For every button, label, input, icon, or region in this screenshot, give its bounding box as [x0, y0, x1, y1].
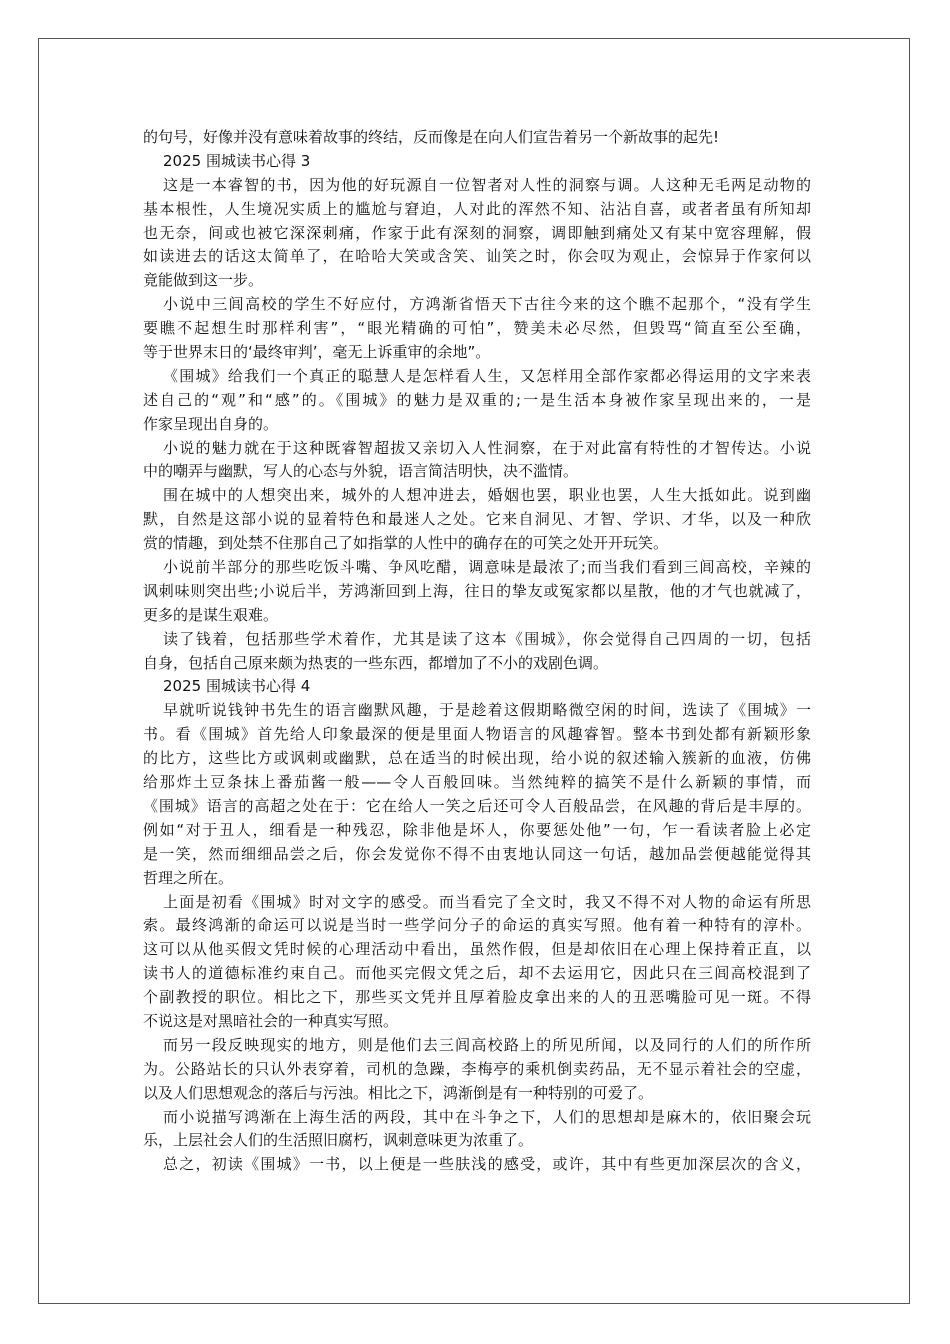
text-line: 这可以从他买假文凭时候的心理活动中看出，虽然作假，但是却依旧在心理上保持着正直，以 — [143, 940, 811, 959]
text-line: 竟能做到这一步。 — [143, 271, 264, 290]
text-line: 更多的是谋生艰难。 — [143, 605, 279, 624]
text-line: 不说这是对黑暗社会的一种真实写照。 — [143, 1011, 399, 1030]
text-line: 哲理之所在。 — [143, 868, 234, 887]
text-line: 索。最终鸿渐的命运可以说是当时一些学问分子的命运的真实写照。他有着一种特有的淳朴。 — [143, 916, 811, 935]
text-line: 的比方，这些比方或讽刺或幽默，总在适当的时候出现，给小说的叙述输入簇新的血液，仿佛 — [143, 749, 811, 768]
text-line: 读了钱着，包括那些学术着作，尤其是读了这本《围城》，你会觉得自己四周的一切，包括 — [163, 629, 811, 648]
text-line: 围在城中的人想突出来，城外的人想冲进去，婚姻也罢，职业也罢，人生大抵如此。说到幽 — [163, 486, 811, 505]
text-line: 小说中三闾高校的学生不好应付，方鸿渐省悟天下古往今来的这个瞧不起那个，“没有学生 — [163, 295, 811, 314]
text-line: 《围城》语言的高超之处在于：它在给人一笑之后还可令人百般品尝，在风趣的背后是丰厚的。 — [143, 796, 811, 815]
text-line: 的句号，好像并没有意味着故事的终结，反而像是在向人们宣告着另一个新故事的起先! — [143, 128, 720, 146]
document-body — [143, 126, 811, 1177]
text-line: 是一笑，然而细细品尝之后，你会发觉你不得不由衷地认同这一句话，越加品尝便越能觉得其 — [143, 844, 811, 863]
text-line: 而小说描写鸿渐在上海生活的两段，其中在斗争之下，人们的思想却是麻木的，依旧聚会玩 — [163, 1107, 811, 1126]
text-line: 也无奈，间或也被它深深刺痛，作家于此有深刻的洞察，调即触到痛处又有某中宽容理解，假 — [143, 223, 811, 242]
text-line: 述自己的“观”和“感”的。《围城》的魅力是双重的;一是生活本身被作家呈现出来的，一是 — [143, 390, 811, 409]
section-heading: 2025 围城读书心得 3 — [163, 151, 311, 170]
text-line: 《围城》给我们一个真正的聪慧人是怎样看人生，又怎样用全部作家都必得运用的文字来表 — [163, 366, 811, 385]
text-line: 乐，上层社会人们的生活照旧腐朽，讽刺意味更为浓重了。 — [143, 1131, 534, 1150]
text-line: 读书人的道德标准约束自己。而他买完假文凭之后，却不去运用它，因此只在三闾高校混到了 — [143, 964, 811, 983]
text-line: 基本根性，人生境况实质上的尴尬与窘迫，人对此的浑然不知、沾沾自喜，或者者虽有所知却 — [143, 199, 811, 218]
text-line: 要瞧不起想生时那样利害”，“眼光精确的可怕”，赞美未必尽然，但毁骂“简直至公至确， — [143, 319, 811, 338]
text-line: 总之，初读《围城》一书，以上便是一些肤浅的感受，或许，其中有些更加深层次的含义， — [163, 1155, 811, 1174]
text-line: 这是一本睿智的书，因为他的好玩源自一位智者对人性的洞察与调。人这种无毛两足动物的 — [163, 175, 811, 194]
text-line: 默，自然是这部小说的显着特色和最迷人之处。它来自洞见、才智、学识、才华，以及一种欣 — [143, 510, 811, 529]
text-line: 等于世界末日的‘最终审判’，毫无上诉重审的余地”。 — [143, 343, 491, 362]
text-line: 给那炸土豆条抹上番茄酱一般——令人百般回味。当然纯粹的搞笑不是什么新颖的事情，而 — [143, 773, 811, 792]
text-line: 个副教授的职位。相比之下，那些买文凭并且厚着脸皮拿出来的人的丑恶嘴脸可见一斑。不得 — [143, 988, 811, 1007]
text-line: 讽刺味则突出些;小说后半，芳鸿渐回到上海，往日的挚友或冤家都以星散，他的才气也就减了， — [143, 581, 811, 600]
text-line: 小说前半部分的那些吃饭斗嘴、争风吃醋，调意味是最浓了;而当我们看到三闾高校，辛辣的 — [163, 558, 811, 577]
text-line: 如读进去的话这太简单了，在哈哈大笑或含笑、讪笑之时，你会叹为观止，会惊异于作家何以 — [143, 247, 811, 266]
section-heading: 2025 围城读书心得 4 — [163, 677, 311, 696]
text-line: 小说的魅力就在于这种既睿智超拔又亲切入人性洞察，在于对此富有特性的才智传达。小说 — [163, 438, 811, 457]
text-line: 赏的情趣，到处禁不住那自己了如指掌的人性中的确存在的可笑之处开开玩笑。 — [143, 534, 669, 553]
text-line: 自身，包括自己原来颇为热衷的一些东西，都增加了不小的戏剧色调。 — [143, 653, 609, 672]
text-line: 而另一段反映现实的地方，则是他们去三闾高校路上的所见所闻，以及同行的人们的所作所 — [163, 1035, 811, 1054]
text-line: 为。公路站长的只认外表穿着，司机的急躁，李梅亭的乘机倒卖药品，无不显示着社会的空虚， — [143, 1059, 811, 1078]
text-line: 作家呈现出自身的。 — [143, 414, 279, 433]
text-line: 例如“对于丑人，细看是一种残忍，除非他是坏人，你要惩处他”一句，乍一看读者脸上必定 — [143, 820, 811, 839]
text-line: 早就听说钱钟书先生的语言幽默风趣，于是趁着这假期略微空闲的时间，选读了《围城》一 — [163, 701, 811, 720]
text-line: 上面是初看《围城》时对文字的感受。而当看完了全文时，我又不得不对人物的命运有所思 — [163, 892, 811, 911]
text-line: 中的嘲弄与幽默，写人的心态与外貌，语言简洁明快，决不滥情。 — [143, 462, 579, 481]
text-line: 书。看《围城》首先给人印象最深的便是里面人物语言的风趣睿智。整本书到处都有新颖形象 — [143, 725, 811, 744]
text-line: 以及人们思想观念的落后与污浊。相比之下，鸿渐倒是有一种特别的可爱了。 — [143, 1083, 654, 1102]
